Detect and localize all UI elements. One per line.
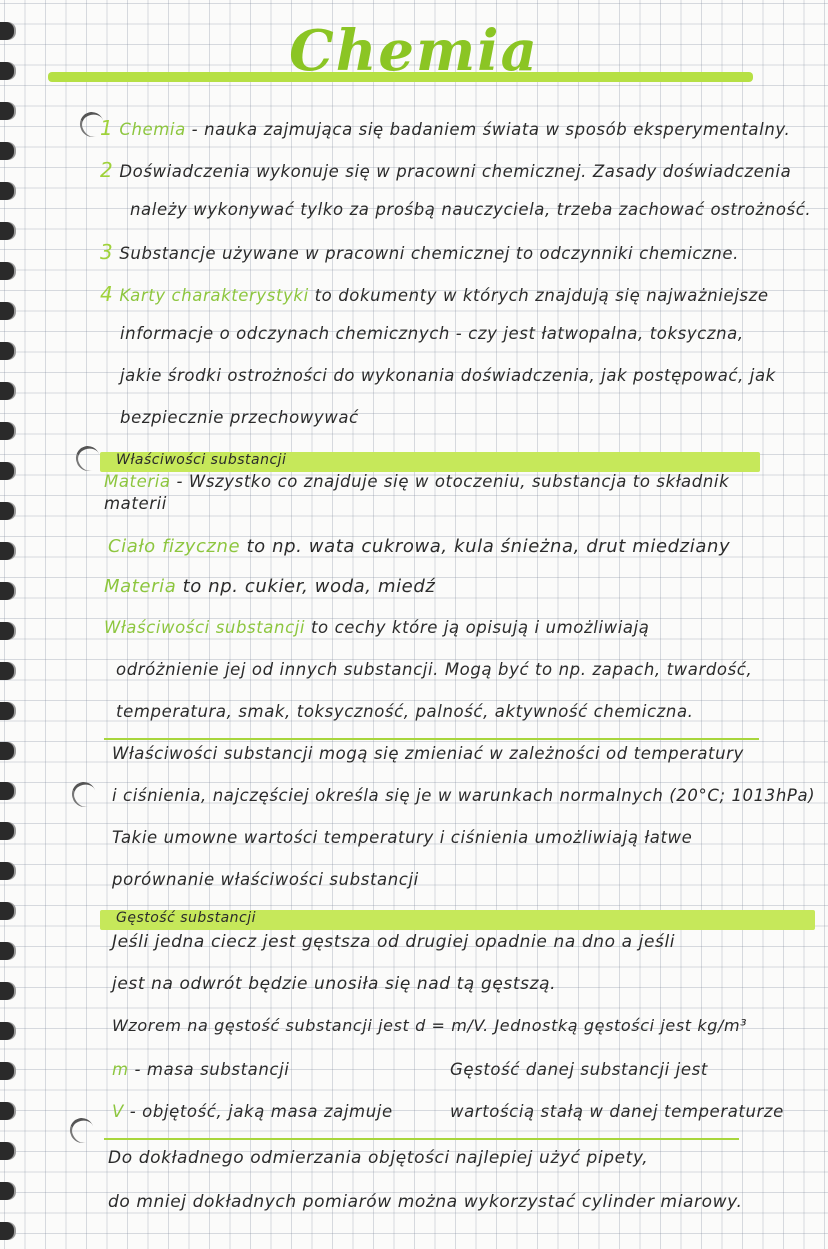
list-item: jakie środki ostrożności do wykonania doświadczenia, jak postępować, jak [120, 366, 776, 385]
text-line: Właściwości substancji to cechy które ją opisują i umożliwiają [104, 618, 650, 637]
divider [104, 738, 759, 740]
list-item: 1 Chemia - nauka zajmująca się badaniem świata w sposób eksperymentalny. [100, 116, 791, 140]
text-line: Do dokładnego odmierzania objętości najlepiej użyć pipety, [108, 1148, 649, 1168]
spiral-binding [0, 0, 22, 1249]
text-line: jest na odwrót będzie unosiła się nad tą gęstszą. [112, 974, 557, 994]
text-line: Właściwości substancji mogą się zmieniać w zależności od temperatury [112, 744, 744, 763]
list-item: 2 Doświadczenia wykonuje się w pracowni chemicznej. Zasady doświadczenia [100, 158, 792, 182]
text-line: materii [104, 494, 167, 513]
text-line: temperatura, smak, toksyczność, palność, aktywność chemiczna. [116, 702, 694, 721]
text-line: Materia to np. cukier, woda, miedź [104, 576, 436, 597]
text-line: Takie umowne wartości temperatury i ciśnienia umożliwiają łatwe [112, 828, 693, 847]
list-item: należy wykonywać tylko za prośbą nauczyciela, trzeba zachować ostrożność. [130, 200, 812, 219]
section-heading: Gęstość substancji [100, 910, 815, 930]
page-title: Chemia [289, 18, 539, 84]
text-line: odróżnienie jej od innych substancji. Mogą być to np. zapach, twardość, [116, 660, 753, 679]
punch-hole-mark [72, 443, 103, 475]
list-item: informacje o odczynach chemicznych - czy jest łatwopalna, toksyczna, [120, 324, 744, 343]
text-line: porównanie właściwości substancji [112, 870, 419, 889]
punch-hole-mark [66, 1115, 97, 1147]
text-line: i ciśnienia, najczęściej określa się je w warunkach normalnych (20°C; 1013hPa) [112, 786, 816, 805]
list-item: 3 Substancje używane w pracowni chemicznej to odczynniki chemiczne. [100, 240, 740, 264]
section-heading: Właściwości substancji [100, 452, 760, 472]
text-line: do mniej dokładnych pomiarów można wykorzystać cylinder miarowy. [108, 1192, 743, 1212]
text-line: Gęstość danej substancji jest [450, 1060, 708, 1079]
text-line: wartością stałą w danej temperaturze [450, 1102, 784, 1121]
text-line: V - objętość, jaką masa zajmuje [112, 1102, 393, 1121]
text-line: Ciało fizyczne to np. wata cukrowa, kula śnieżna, drut miedziany [108, 536, 731, 557]
list-item: bezpiecznie przechowywać [120, 408, 359, 427]
text-line: Wzorem na gęstość substancji jest d = m/V. Jednostką gęstości jest kg/m³ [112, 1016, 748, 1035]
punch-hole-mark [68, 779, 99, 811]
text-line: Materia - Wszystko co znajduje się w otoczeniu, substancja to składnik [104, 472, 730, 491]
divider [104, 1138, 739, 1140]
text-line: Jeśli jedna ciecz jest gęstsza od drugiej opadnie na dno a jeśli [112, 932, 676, 952]
text-line: m - masa substancji [112, 1060, 290, 1079]
list-item: 4 Karty charakterystyki to dokumenty w których znajdują się najważniejsze [100, 282, 769, 306]
